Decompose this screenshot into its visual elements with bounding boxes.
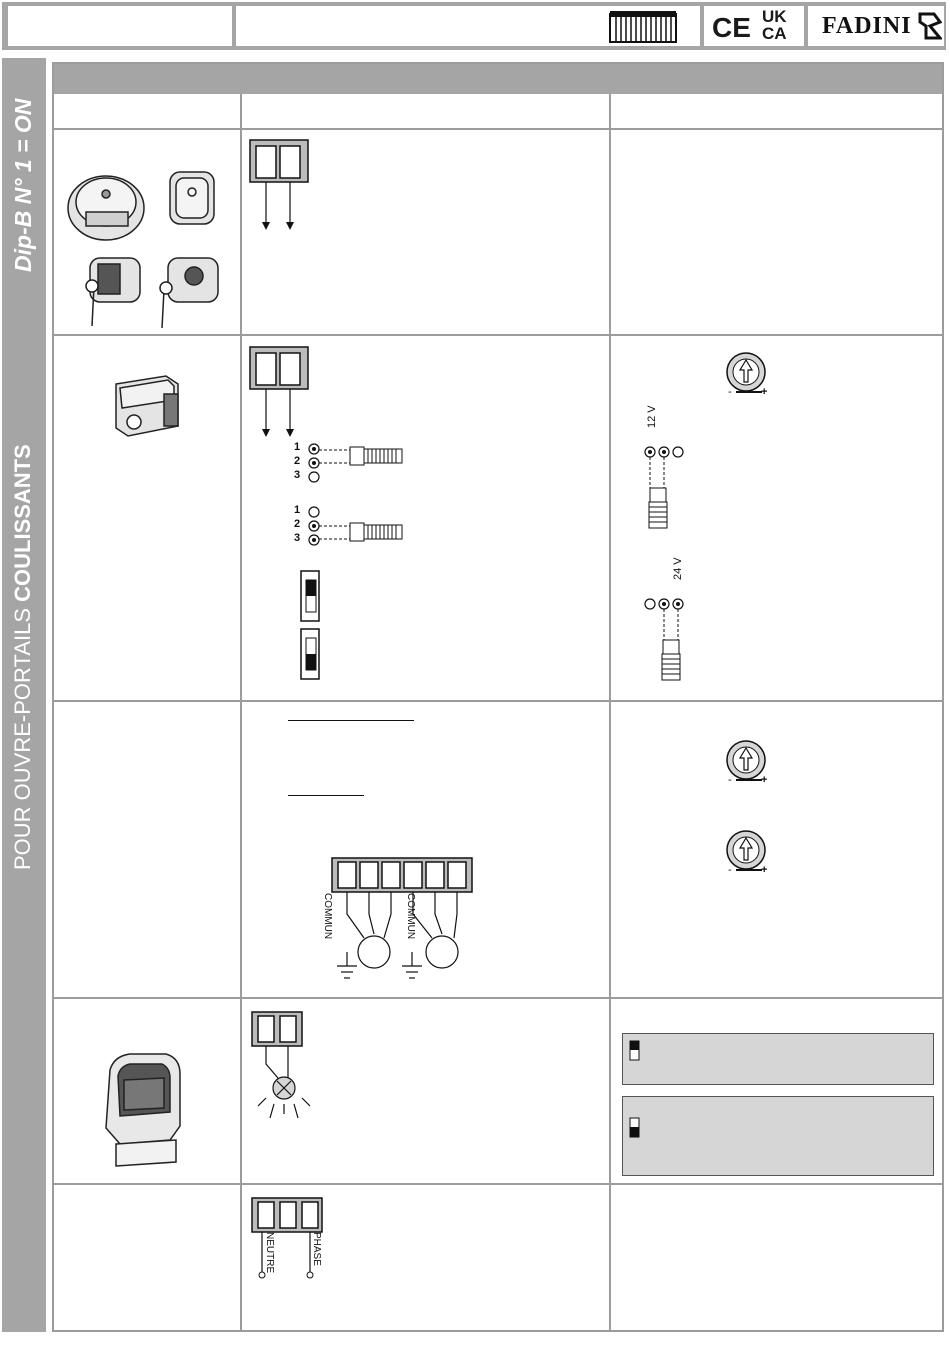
column-divider (240, 94, 242, 1330)
pot-minus-label: - (728, 864, 732, 876)
table-title-band (54, 64, 942, 94)
dip-switch-label: Dip-B N° 1 = ON (10, 98, 36, 272)
pot-plus-label: + (761, 864, 768, 876)
pot-minus-label: - (728, 774, 732, 786)
terminal-block-2-pole (248, 345, 318, 439)
underline-rule (288, 795, 364, 796)
voltage-12v-label: 12 V (646, 405, 658, 428)
pot-minus-label: - (728, 386, 732, 398)
row-divider (54, 1183, 942, 1185)
pin-label-1: 1 (294, 441, 301, 453)
column-divider (609, 94, 611, 1330)
pin-label-3: 3 (294, 469, 301, 481)
header-cell-1 (8, 6, 232, 46)
vertical-sidebar (2, 58, 46, 1332)
commun-label-1-wrap (322, 893, 379, 940)
underline-rule (288, 720, 414, 721)
sidebar-title-light: POUR OUVRE-PORTAILS (10, 601, 35, 870)
row-divider (54, 334, 942, 336)
dip-switch-down-diagram (629, 1117, 641, 1139)
pin-label-2: 2 (294, 518, 301, 530)
jumper-pins-diagram (306, 504, 410, 550)
header-cell-marks (704, 6, 804, 46)
dip-setting-box-1 (622, 1033, 934, 1085)
pot-plus-label: + (761, 774, 768, 786)
ce-mark: CE (712, 12, 751, 43)
phase-label: PHASE (311, 1232, 322, 1266)
neutre-label: NEUTRE (264, 1232, 275, 1274)
header-cell-2 (236, 6, 700, 46)
sidebar-title-bold: COULISSANTS (10, 444, 35, 602)
lamp-wiring-diagram (250, 1010, 316, 1140)
sidebar-title (10, 444, 36, 870)
ukca-mark-bottom: CA (762, 24, 787, 43)
dip-switch-up-diagram (629, 1040, 641, 1062)
pin-label-2: 2 (294, 455, 301, 467)
header-cell-brand (808, 6, 944, 46)
pin-label-3: 3 (294, 532, 301, 544)
commun-label: COMMUN (322, 893, 333, 940)
pin-label-1: 1 (294, 504, 301, 516)
row-divider (54, 128, 942, 130)
row-divider (54, 700, 942, 702)
brand-emblem-icon (918, 12, 942, 40)
pot-plus-label: + (761, 386, 768, 398)
flashing-lamp-image (96, 1050, 188, 1170)
terminal-block-2-pole (248, 138, 318, 232)
neutre-label-wrap (264, 1232, 316, 1274)
jumper-pins-diagram (306, 441, 410, 487)
brand-logo: FADINI (822, 13, 912, 39)
sliding-gate-icon (608, 10, 678, 44)
jumper-24v-diagram (640, 596, 692, 684)
dip-switch-down-diagram (300, 628, 322, 682)
voltage-24v-label: 24 V (672, 557, 684, 580)
ukca-mark-top: UK (762, 7, 787, 26)
commun-label-2-wrap (405, 893, 462, 940)
key-selector-devices-image (64, 160, 234, 330)
phase-label-wrap (311, 1232, 356, 1266)
row-divider (54, 997, 942, 999)
jumper-12v-diagram (640, 444, 692, 532)
dip-switch-up-diagram (300, 570, 322, 624)
commun-label: COMMUN (405, 893, 416, 940)
dip-setting-box-2 (622, 1096, 934, 1176)
photocell-image (108, 370, 188, 440)
